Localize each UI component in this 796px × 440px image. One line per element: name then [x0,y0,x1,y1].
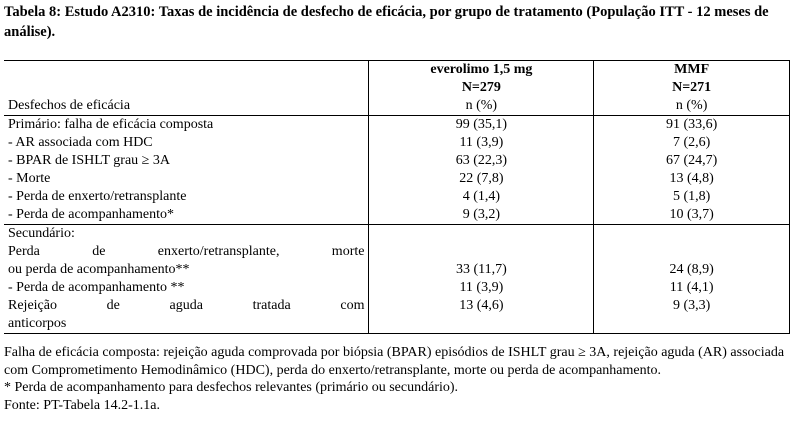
mmf-value: 7 (2,6) [594,134,790,152]
mmf-value: 91 (33,6) [594,116,790,135]
table-row [4,261,790,279]
header-mmf-unit: n (%) [594,97,790,116]
table-row [4,243,790,261]
everolimus-value: 9 (3,2) [369,206,594,225]
mmf-value: 67 (24,7) [594,152,790,170]
row-label: - Morte [4,170,369,188]
table-footnotes [4,344,792,414]
table-row [4,206,790,225]
everolimus-value: 11 (3,9) [369,134,594,152]
row-label: - Perda de acompanhamento* [4,206,369,225]
row-label-line2: anticorpos [4,315,369,334]
row-label: - Perda de enxerto/retransplante [4,188,369,206]
header-mmf-n: N=271 [594,79,790,97]
header-everolimus-unit: n (%) [369,97,594,116]
everolimus-value: 13 (4,6) [369,297,594,315]
mmf-value: 10 (3,7) [594,206,790,225]
footnote-followup: * Perda de acompanhamento para desfechos relevantes (primário ou secundário). [4,380,459,395]
table-row [4,170,790,188]
table-row [4,315,790,334]
everolimus-value: 11 (3,9) [369,279,594,297]
everolimus-value: 63 (22,3) [369,152,594,170]
mmf-value: 9 (3,3) [594,297,790,315]
row-label: - Perda de acompanhamento ** [4,279,369,297]
header-everolimus-name: everolimo 1,5 mg [369,61,594,80]
header-everolimus-n: N=279 [369,79,594,97]
row-label-line2: ou perda de acompanhamento** [4,261,369,279]
table-row [4,152,790,170]
header-empty-cell [4,61,369,80]
row-label: Primário: falha de eficácia composta [4,116,369,135]
table-row [4,225,790,244]
mmf-value: 13 (4,8) [594,170,790,188]
table-row [4,134,790,152]
footnote-composite: Falha de eficácia composta: rejeição aguda comprovada por biópsia (BPAR) episódios de ISHLT grau ≥ 3A, rejeição aguda (AR) associada com Comprometimento Hemodinâmico (HDC), perda do enxerto/retransplante, morte ou perda de acompanhamento. [4,345,785,378]
secondary-heading: Secundário: [4,225,369,244]
table-row [4,116,790,135]
mmf-value: 5 (1,8) [594,188,790,206]
efficacy-table [4,60,790,334]
row-label-line1: Perda de enxerto/retransplante, morte [4,243,369,261]
row-label: - AR associada com HDC [4,134,369,152]
footnote-source: Fonte: PT-Tabela 14.2-1.1a. [4,397,160,413]
header-mmf-name: MMF [594,61,790,80]
table-row [4,188,790,206]
table-row [4,297,790,315]
everolimus-value: 4 (1,4) [369,188,594,206]
row-label-line1: Rejeição de aguda tratada com [4,297,369,315]
everolimus-value: 33 (11,7) [369,261,594,279]
row-label: - BPAR de ISHLT grau ≥ 3A [4,152,369,170]
everolimus-value: 22 (7,8) [369,170,594,188]
mmf-value: 24 (8,9) [594,261,790,279]
mmf-value: 11 (4,1) [594,279,790,297]
header-outcomes-label: Desfechos de eficácia [4,97,369,116]
table-row [4,279,790,297]
table-title: Tabela 8: Estudo A2310: Taxas de incidência de desfecho de eficácia, por grupo de tratamento (População ITT - 12 meses de análise). [4,4,769,40]
everolimus-value: 99 (35,1) [369,116,594,135]
header-empty-cell [4,79,369,97]
